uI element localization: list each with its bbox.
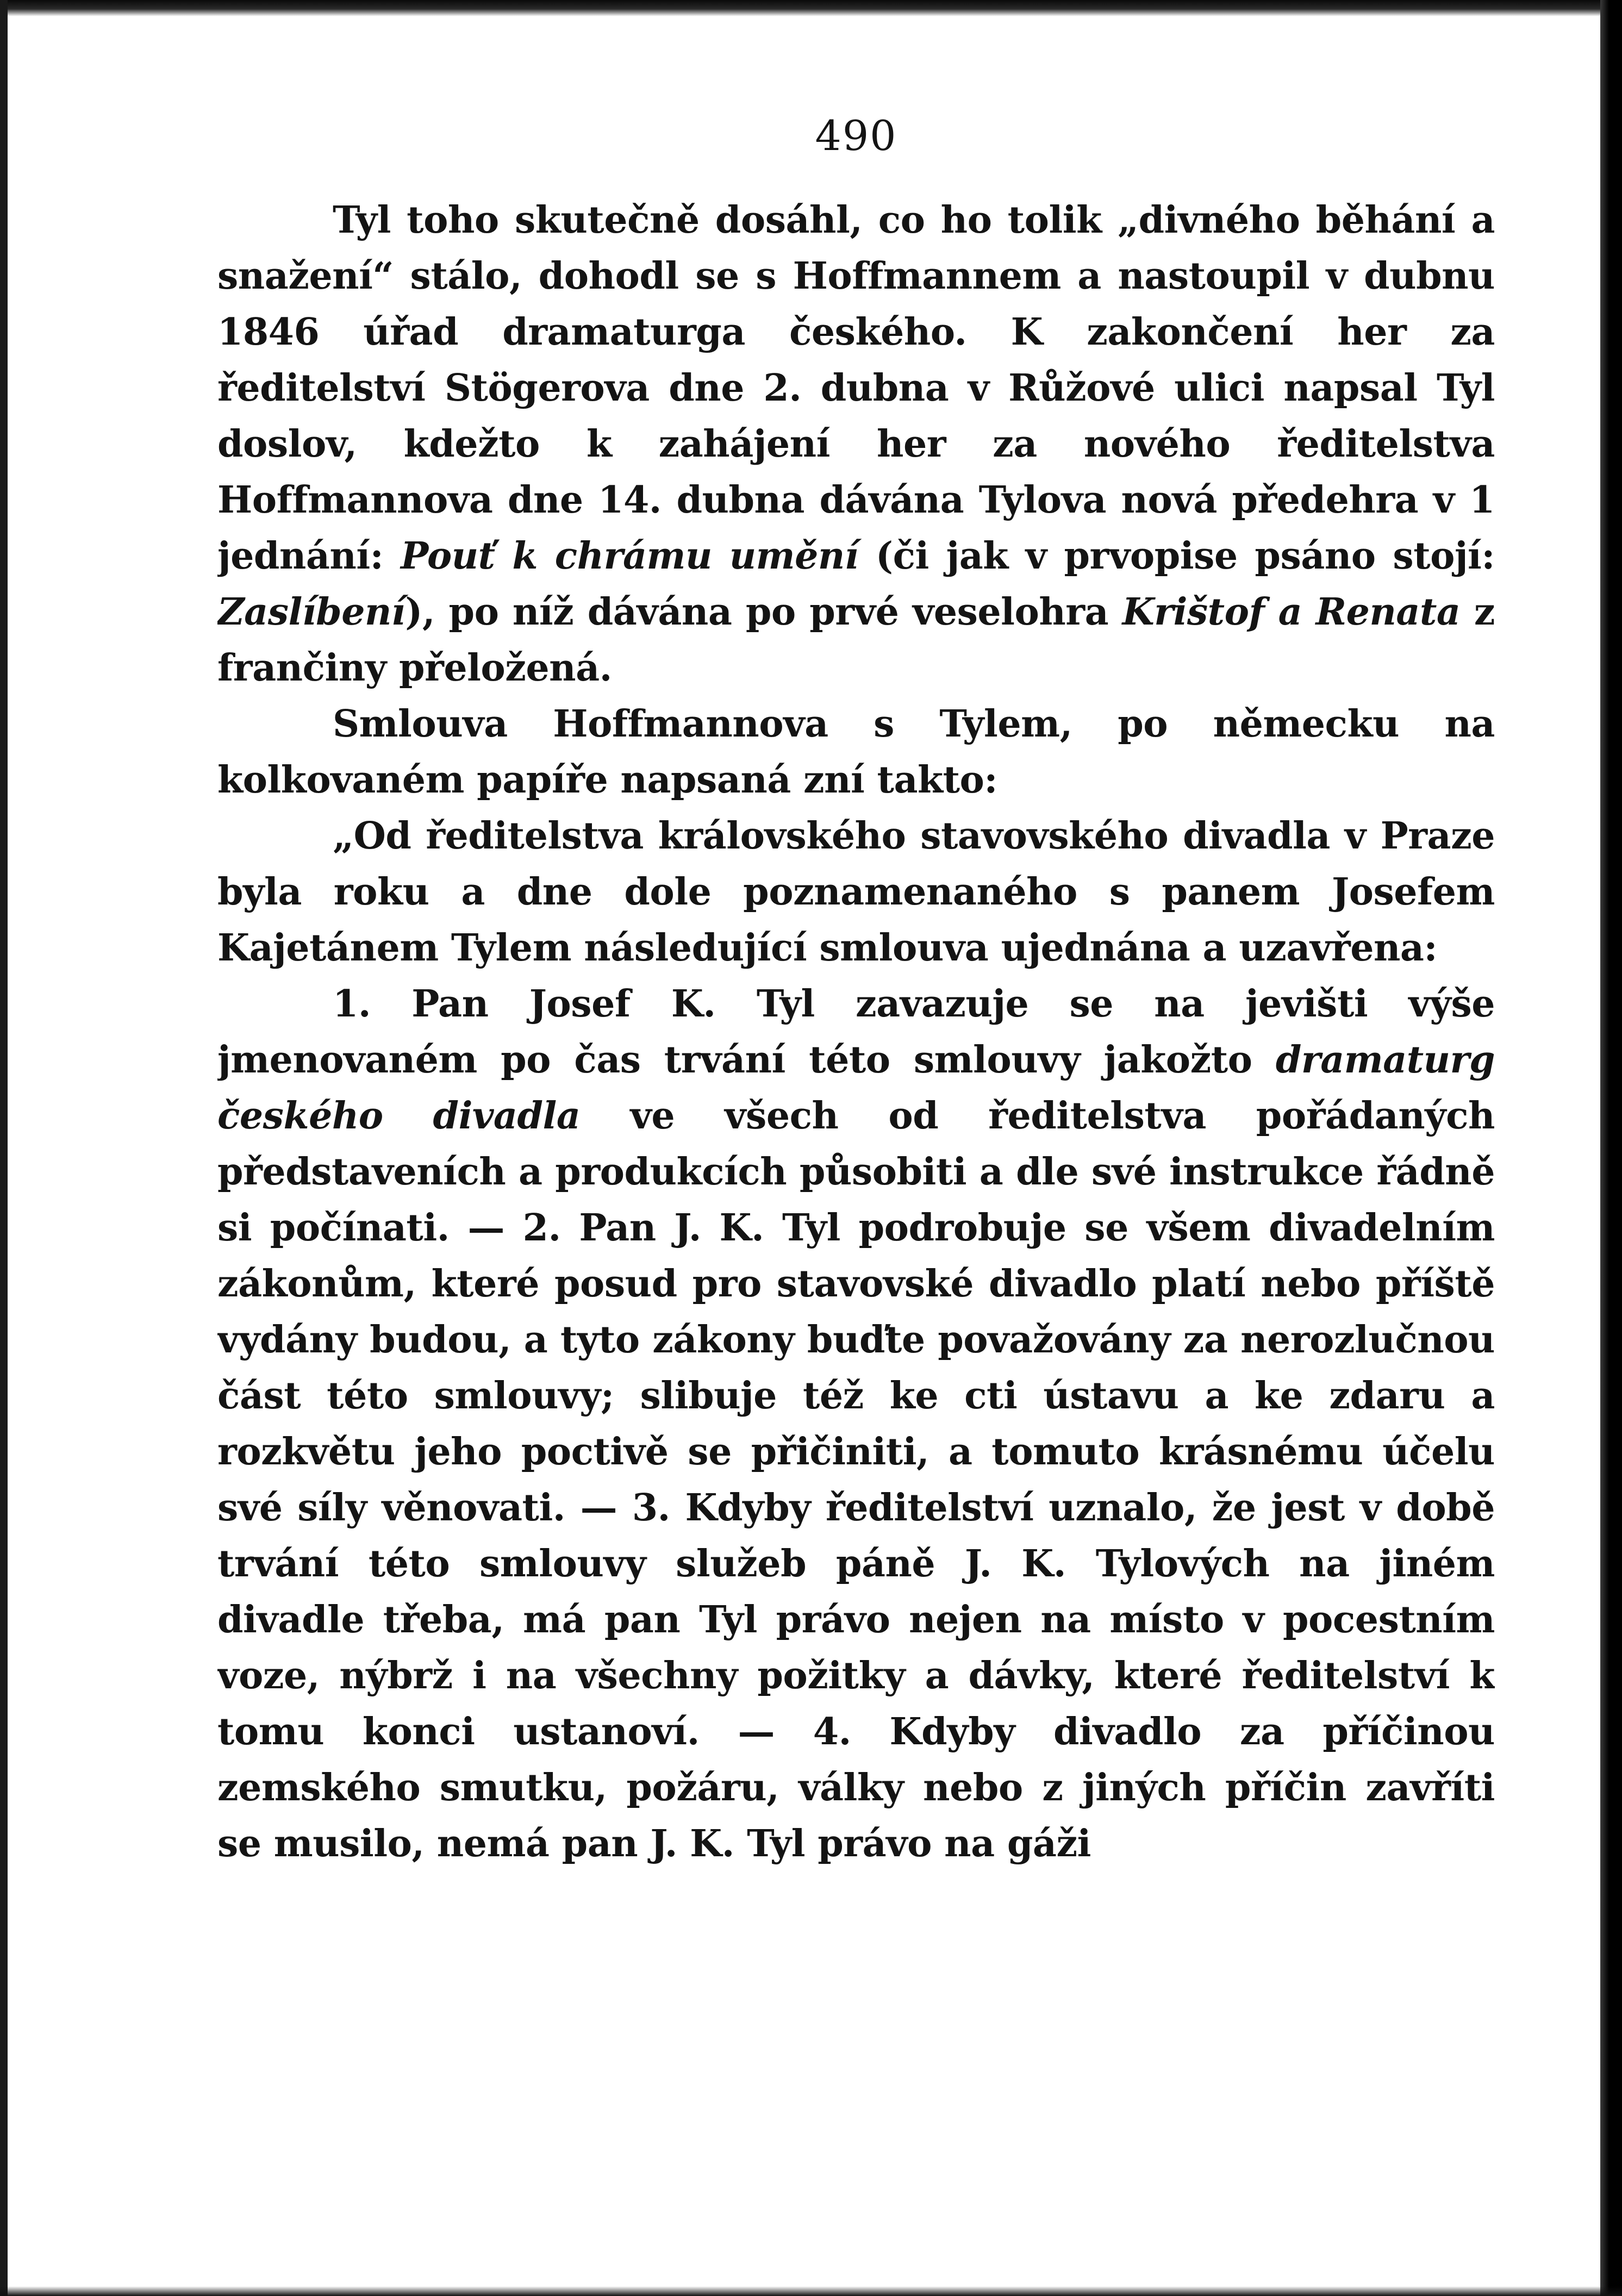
text-run: (či jak v prvopise psáno stojí: xyxy=(858,534,1495,578)
scan-edge-right xyxy=(1600,0,1622,2296)
italic-title: Krištof a Renata xyxy=(1122,590,1461,634)
body-text xyxy=(217,192,1495,1872)
paragraph xyxy=(217,696,1495,808)
page-number: 490 xyxy=(815,111,897,160)
italic-title: dramaturg českého divadla xyxy=(217,1038,1495,1138)
scan-edge-top xyxy=(0,0,1622,16)
paragraph xyxy=(217,976,1495,1872)
text-run: ), po níž dávána po prvé veselohra xyxy=(405,590,1122,634)
scan-edge-bottom xyxy=(0,2286,1622,2296)
italic-title: Pouť k chrámu umění xyxy=(401,534,859,578)
italic-title: Zaslíbení xyxy=(217,590,406,634)
paragraph xyxy=(217,808,1495,976)
text-run: Tyl toho skutečně dosáhl, co ho tolik „divného běhání a snažení“ stálo, dohodl se s Hoffmannem a nastoupil v dubnu 1846 úřad dramaturga českého. K zakončení her za ředitelství Stögerova dne 2. dubna v Růžové ulici napsal Tyl doslov, kdežto k zahájení her za nového ředitelstva Hoffmannova dne 14. dubna dávána Tylova nová předehra v 1 jednání: xyxy=(217,198,1495,578)
text-run: 1. Pan Josef K. Tyl zavazuje se na jevišti výše jmenovaném po čas trvání této smlouvy jakožto xyxy=(217,982,1495,1082)
text-run: „Od ředitelstva královského stavovského divadla v Praze byla roku a dne dole poznamenaného s panem Josefem Kajetánem Tylem následující smlouva ujednána a uzavřena: xyxy=(217,814,1495,970)
book-page xyxy=(217,109,1495,2033)
paragraph xyxy=(217,192,1495,696)
text-run: z frančiny přeložená. xyxy=(217,590,1495,690)
text-run: ve všech od ředitelstva pořádaných představeních a produkcích působiti a dle své instrukce řádně si počínati. — 2. Pan J. K. Tyl podrobuje se všem divadelním zákonům, které posud pro stavovské divadlo platí nebo příště vydány budou, a tyto zákony buďte považovány za nerozlučnou část této smlouvy; slibuje též ke cti ústavu a ke zdaru a rozkvětu jeho poctivě se přičiniti, a tomuto krásnému účelu své síly věnovati. — 3. Kdyby ředitelství uznalo, že jest v době trvání této smlouvy služeb páně J. K. Tylových na jiném divadle třeba, má pan Tyl právo nejen na místo v pocestním voze, nýbrž i na všechny požitky a dávky, které ředitelství k tomu konci ustanoví. — 4. Kdyby divadlo za příčinou zemského smutku, požáru, války nebo z jiných příčin zavříti se musilo, nemá pan J. K. Tyl právo na gáži xyxy=(217,1094,1495,1866)
scan-edge-left xyxy=(0,0,8,2296)
text-run: Smlouva Hoffmannova s Tylem, po německu na kolkovaném papíře napsaná zní takto: xyxy=(217,702,1495,802)
